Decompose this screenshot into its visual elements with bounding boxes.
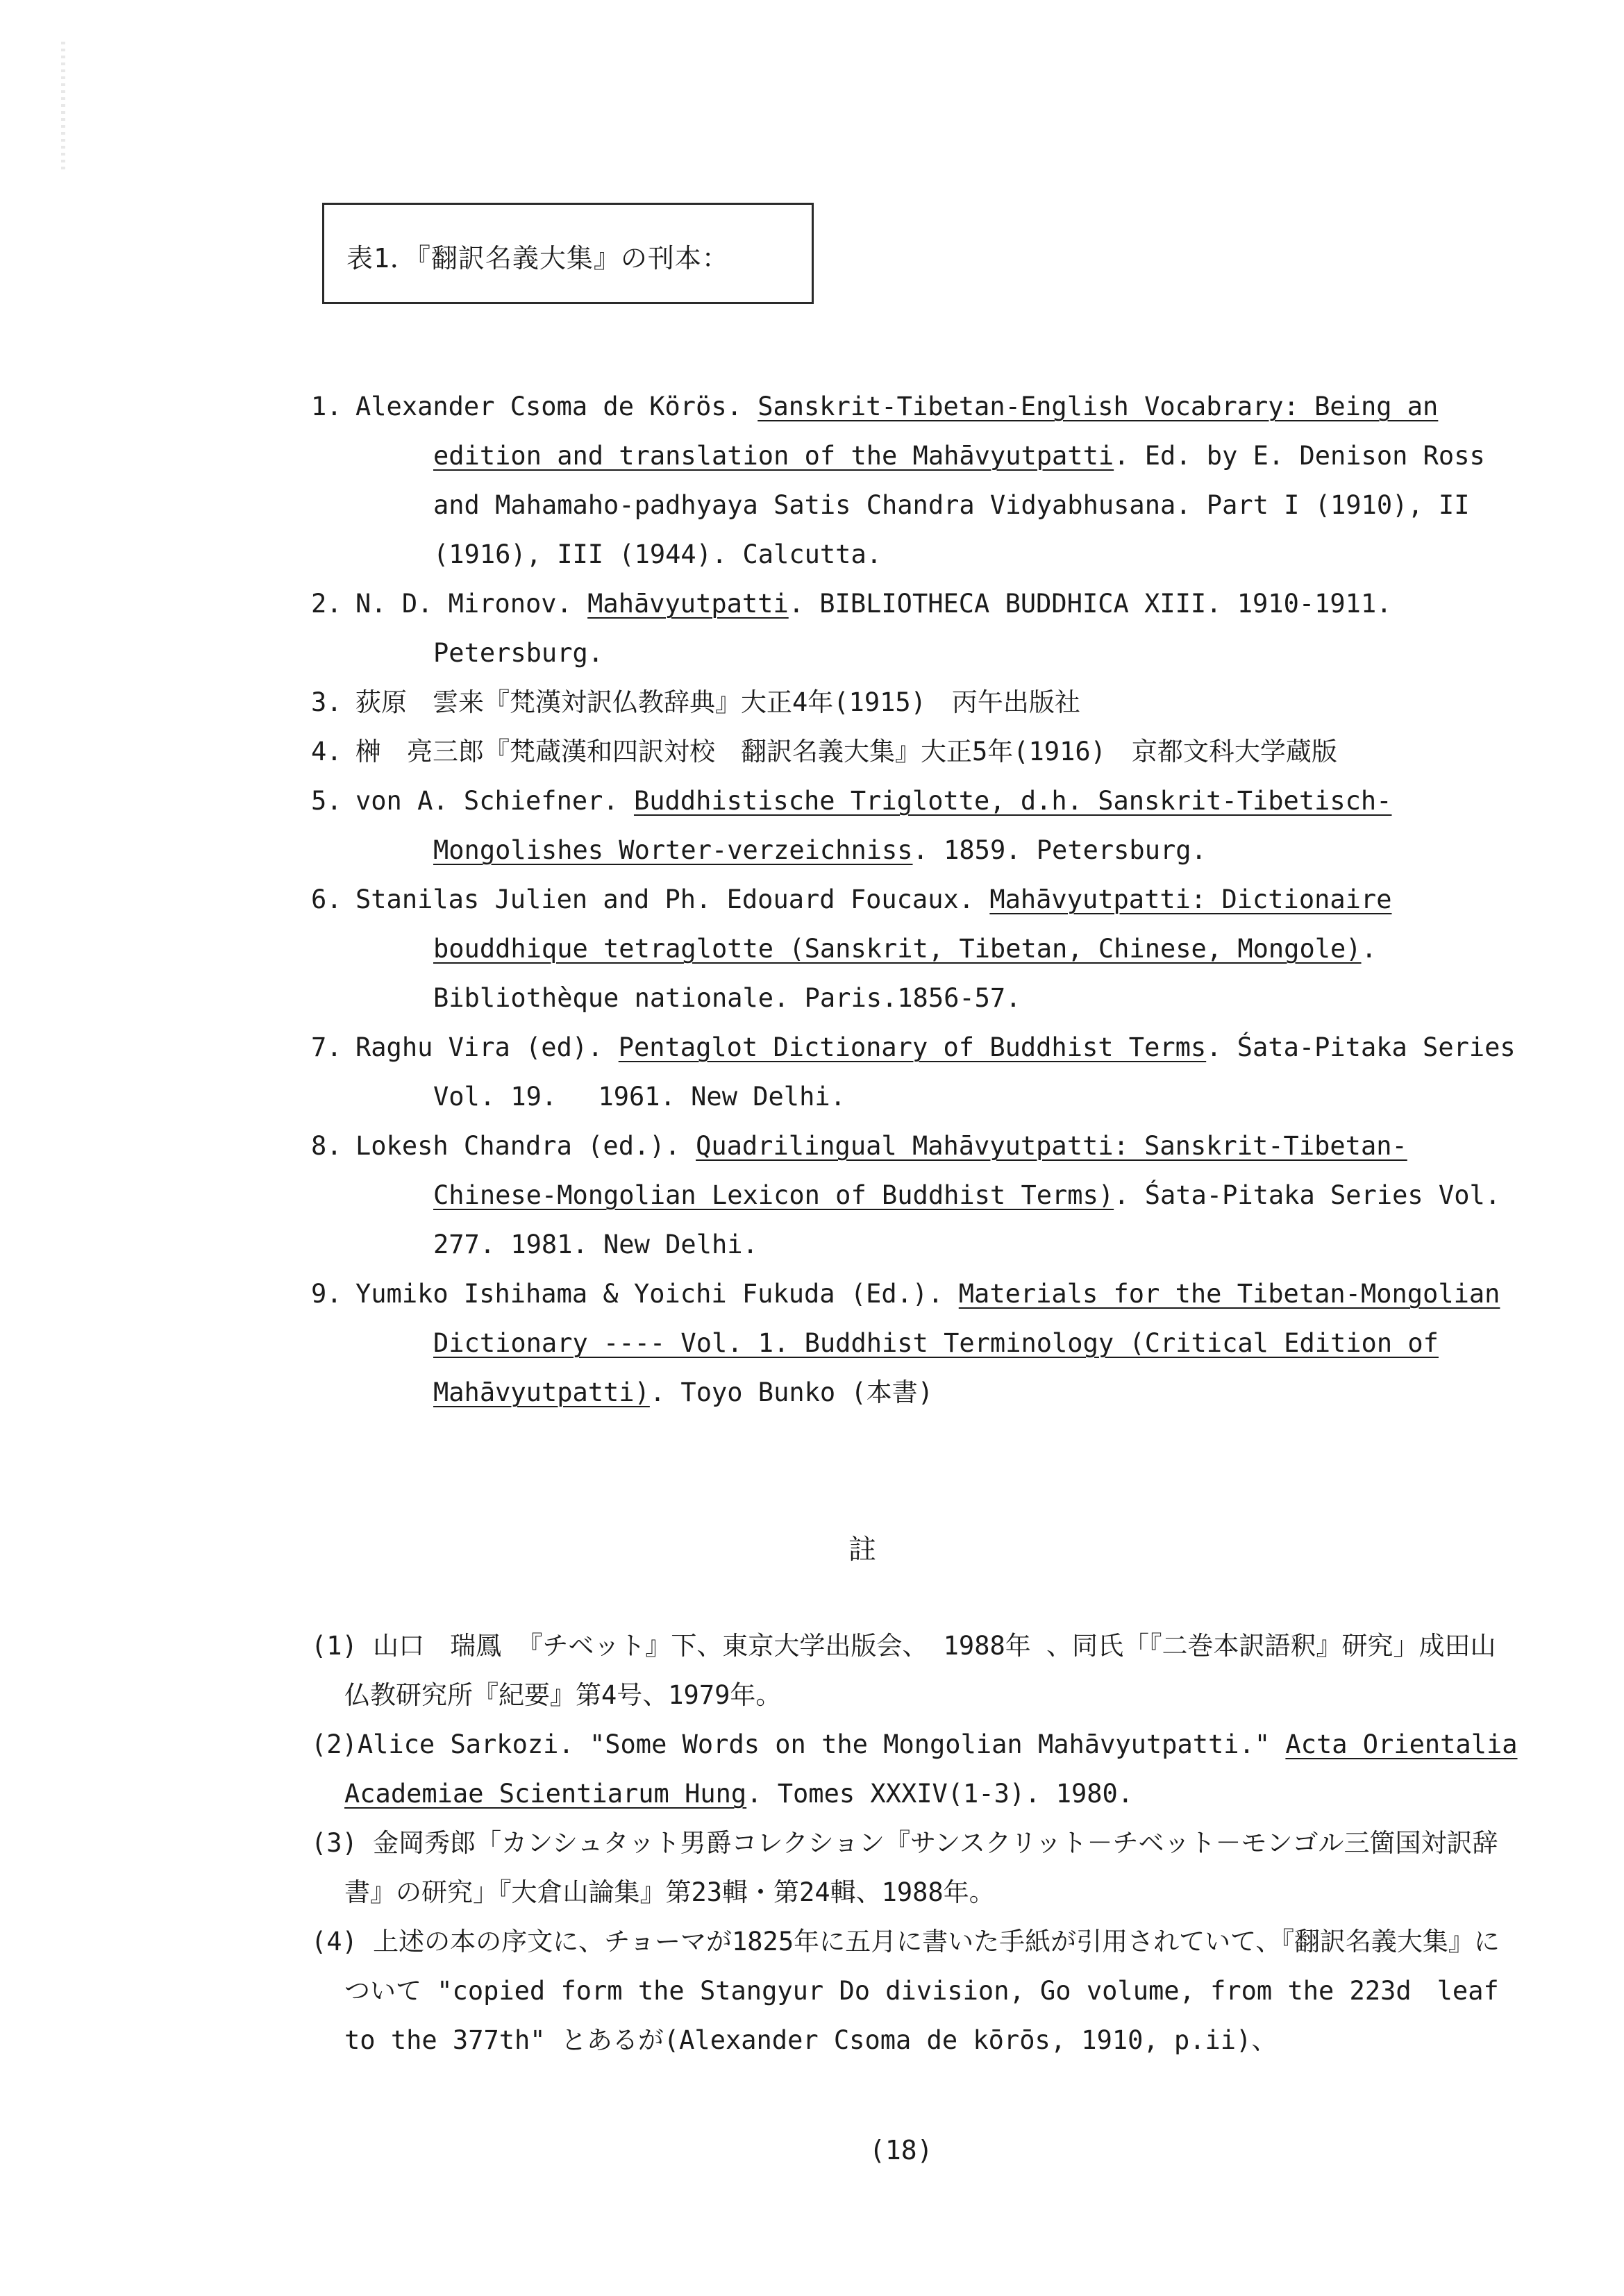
reference-text: . BIBLIOTHECA BUDDHICA XIII. 1910-1911. Petersburg. (433, 589, 1392, 668)
note-number: (1) (311, 1631, 358, 1661)
note-number: (3) (311, 1828, 358, 1858)
note-text: 山口 瑞鳳 『チベット』下、東京大学出版会、 1988年 、同氏「『二巻本訳語釈』研究」成田山仏教研究所『紀要』第4号、1979年。 (344, 1631, 1496, 1710)
note-item (311, 1917, 1519, 2065)
reference-title: Quadrilingual Mahāvyutpatti: Sanskrit-Tibetan-Chinese-Mongolian Lexicon of Buddhist Terms) (433, 1131, 1407, 1210)
note-number: (4) (311, 1927, 358, 1956)
reference-number: 6. (311, 885, 342, 914)
reference-item (311, 1269, 1519, 1417)
note-text: 上述の本の序文に、チョーマが1825年に五月に書いた手紙が引用されていて、『翻訳名義大集』について "copied form the Stangyur Do division, Go volume, from the 223d leaf to the 377th" とあるが(Alexander Csoma de kōrōs, 1910, p.ii)、 (344, 1927, 1500, 2055)
reference-text: Lokesh Chandra (ed.). (355, 1131, 696, 1161)
reference-list (311, 382, 1519, 1417)
reference-item (311, 579, 1519, 678)
reference-item (311, 776, 1519, 875)
reference-text: von A. Schiefner. (355, 786, 634, 816)
reference-number: 9. (311, 1279, 342, 1309)
reference-number: 1. (311, 392, 342, 421)
note-item (311, 1621, 1519, 1720)
scan-artifact (61, 42, 65, 174)
reference-item (311, 875, 1519, 1023)
reference-number: 2. (311, 589, 342, 619)
note-number: (2) (311, 1729, 358, 1759)
table-caption: 表1．『翻訳名義大集』の刊本： (346, 243, 729, 274)
notes-heading: 註 (848, 1534, 876, 1566)
reference-title: Mahāvyutpatti (587, 589, 789, 619)
reference-title: Mahāvyutpatti: Dictionaire bouddhique tetraglotte (Sanskrit, Tibetan, Chinese, Mongole) (433, 885, 1392, 964)
note-text: Alice Sarkozi. "Some Words on the Mongolian Mahāvyutpatti." (357, 1729, 1286, 1759)
reference-item (311, 1121, 1519, 1269)
reference-text: . 1859. Petersburg. (912, 835, 1207, 865)
reference-text: . Bibliothèque nationale. Paris.1856-57. (433, 934, 1377, 1013)
note-item (311, 1818, 1519, 1917)
reference-text: . Śata-Pitaka Series Vol. 277. 1981. New Delhi. (433, 1180, 1501, 1259)
reference-text: Yumiko Ishihama & Yoichi Fukuda (Ed.). (355, 1279, 959, 1309)
reference-title: Buddhistische Triglotte, d.h. Sanskrit-Tibetisch-Mongolishes Worter-verzeichniss (433, 786, 1392, 865)
reference-title: Sanskrit-Tibetan-English Vocabrary: Being an edition and translation of the Mahāvyutpatti (433, 392, 1439, 471)
reference-text: Stanilas Julien and Ph. Edouard Foucaux. (355, 885, 990, 914)
reference-text: Alexander Csoma de Körös. (355, 392, 758, 421)
reference-number: 5. (311, 786, 342, 816)
reference-text: 荻原 雲来『梵漢対訳仏教辞典』大正4年(1915) 丙午出版社 (355, 687, 1080, 717)
reference-item (311, 1023, 1519, 1121)
page-number: (18) (869, 2135, 933, 2165)
reference-text: Raghu Vira (ed). (355, 1032, 619, 1062)
reference-number: 4. (311, 737, 342, 766)
reference-text: . Śata-Pitaka Series Vol. 19. 1961. New Delhi. (433, 1032, 1516, 1112)
table-caption-box (322, 203, 814, 304)
reference-item (311, 382, 1519, 579)
note-title: Acta Orientalia Academiae Scientiarum Hung (344, 1729, 1518, 1809)
reference-title: Pentaglot Dictionary of Buddhist Terms (618, 1032, 1207, 1062)
note-text: . Tomes XXXIV(1-3). 1980. (746, 1779, 1134, 1809)
reference-number: 8. (311, 1131, 342, 1161)
reference-item (311, 678, 1519, 727)
note-text: 金岡秀郎「カンシュタット男爵コレクション『サンスクリット－チベット－モンゴル三箇国対訳辞書』の研究」『大倉山論集』第23輯・第24輯、1988年。 (344, 1828, 1498, 1907)
reference-text: . Toyo Bunko (本書) (649, 1377, 934, 1407)
note-item (311, 1720, 1519, 1818)
reference-text: 榊 亮三郎『梵蔵漢和四訳対校 翻訳名義大集』大正5年(1916) 京都文科大学蔵版 (355, 737, 1337, 766)
reference-number: 3. (311, 687, 342, 717)
reference-title: Materials for the Tibetan-Mongolian Dictionary ---- Vol. 1. Buddhist Terminology (Critical Edition of Mahāvyutpatti) (433, 1279, 1500, 1407)
reference-item (311, 727, 1519, 776)
reference-text: . Ed. by E. Denison Ross and Mahamaho-padhyaya Satis Chandra Vidyabhusana. Part I (1910), II (1916), III (1944). Calcutta. (433, 441, 1485, 569)
reference-number: 7. (311, 1032, 342, 1062)
notes-list (311, 1621, 1519, 2065)
reference-text: N. D. Mironov. (355, 589, 588, 619)
